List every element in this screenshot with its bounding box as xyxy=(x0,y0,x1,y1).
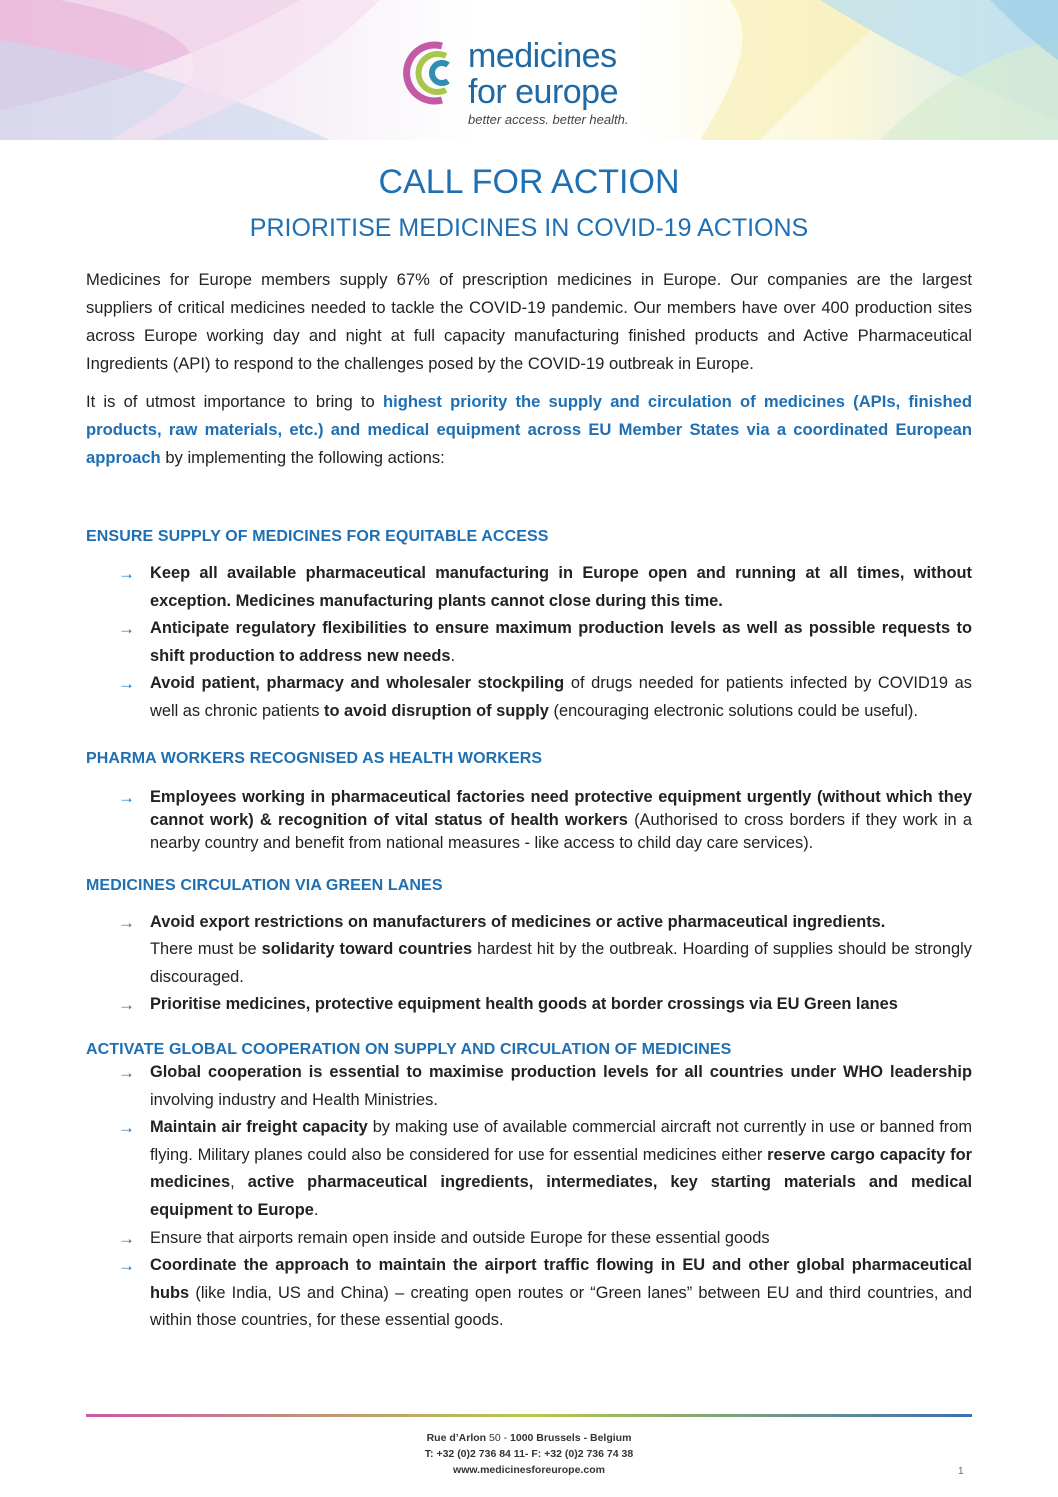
list-item: → Prioritise medicines, protective equipment health goods at border crossings via EU Green lanes xyxy=(86,991,972,1019)
list-item: → Avoid export restrictions on manufacturers of medicines or active pharmaceutical ingredients. There must be solidarity toward countries hardest hit by the outbreak. Hoarding of supplies should be strongly discouraged. xyxy=(86,909,972,992)
list-item: → Keep all available pharmaceutical manufacturing in Europe open and running at all times, without exception. Medicines manufacturing plants cannot close during this time. xyxy=(86,560,972,615)
page-subtitle: PRIORITISE MEDICINES IN COVID-19 ACTIONS xyxy=(249,214,809,242)
footer-address: Rue d’Arlon 50 - 1000 Brussels - Belgium xyxy=(426,1432,632,1444)
arrow-right-icon: → xyxy=(118,1228,135,1248)
list-item: → Ensure that airports remain open inside and outside Europe for these essential goods xyxy=(86,1225,972,1253)
list-item: → Anticipate regulatory flexibilities to ensure maximum production levels as well as possible requests to shift production to address new needs. xyxy=(86,615,972,670)
section-list-pharma-workers xyxy=(86,786,972,855)
list-item: → Employees working in pharmaceutical factories need protective equipment urgently (without which they cannot work) & recognition of vital status of health workers (Authorised to cross borders if they work in a nearby country and benefit from national measures - like access to child day care services). xyxy=(118,787,972,852)
arrow-right-icon: → xyxy=(118,1062,135,1082)
section-heading-pharma-workers: PHARMA WORKERS RECOGNISED AS HEALTH WORKERS xyxy=(86,749,543,767)
list-item: → Maintain air freight capacity by making use of available commercial aircraft not currently in use or banned from flying. Military planes could also be considered for use for essential medicines either reserve cargo capacity for medicines, active pharmaceutical ingredients, intermediates, key starting materials and medical equipment to Europe. xyxy=(86,1114,972,1224)
list-item: → Avoid patient, pharmacy and wholesaler stockpiling of drugs needed for patients infected by COVID19 as well as chronic patients to avoid disruption of supply (encouraging electronic solutions could be useful). xyxy=(86,670,972,725)
arrow-right-icon: → xyxy=(118,912,135,932)
header-banner xyxy=(0,0,1058,140)
arrow-right-icon: → xyxy=(118,1256,135,1276)
logo-mark-icon xyxy=(402,38,466,108)
section-heading-global-cooperation: ACTIVATE GLOBAL COOPERATION ON SUPPLY AND CIRCULATION OF MEDICINES xyxy=(86,1040,732,1058)
section-heading-supply: ENSURE SUPPLY OF MEDICINES FOR EQUITABLE ACCESS xyxy=(86,528,549,545)
logo-tagline: better access. better health. xyxy=(468,112,629,127)
logo-wordmark-line2: for europe xyxy=(468,73,618,111)
document-body xyxy=(86,266,972,1335)
list-item: → Coordinate the approach to maintain the airport traffic flowing in EU and other global pharmaceutical hubs (like India, US and China) – creating open routes or “Green lanes” between EU and third countries, and within those countries, for these essential goods. xyxy=(86,1252,972,1335)
footer xyxy=(0,1430,1058,1478)
arrow-right-icon: → xyxy=(118,619,135,639)
medicines-for-europe-logo xyxy=(402,38,652,130)
section-list-green-lanes xyxy=(86,909,972,1019)
section-list-supply xyxy=(86,560,972,726)
intro-paragraph-1: Medicines for Europe members supply 67% of prescription medicines in Europe. Our companies are the largest suppliers of critical medicines needed to tackle the COVID-19 pandemic. Our members have over 400 production sites across Europe working day and night at full capacity manufacturing finished products and Active Pharmaceutical Ingredients (API) to respond to the challenges posed by the COVID-19 outbreak in Europe. xyxy=(86,270,972,373)
arrow-right-icon: → xyxy=(118,674,135,694)
footer-divider xyxy=(86,1414,972,1417)
intro-p2-highlight: highest priority the supply and circulation of medicines (APIs, finished products, raw materials, etc.) and medical equipment across EU Member States via a coordinated European approach xyxy=(86,392,972,467)
footer-phone: T: +32 (0)2 736 84 11- F: +32 (0)2 736 74 38 xyxy=(424,1448,634,1460)
page-number: 1 xyxy=(958,1466,964,1477)
footer-website-link[interactable]: www.medicinesforeurope.com xyxy=(453,1464,605,1476)
page-title: CALL FOR ACTION xyxy=(378,163,680,201)
intro-p2-text-c: by implementing the following actions: xyxy=(160,448,445,467)
arrow-right-icon: → xyxy=(118,787,135,807)
section-heading-green-lanes: MEDICINES CIRCULATION VIA GREEN LANES xyxy=(86,876,443,894)
section-list-global-cooperation xyxy=(86,1059,972,1335)
intro-p2-text-a: It is of utmost importance to bring to xyxy=(86,392,383,411)
logo-wordmark-line1: medicines xyxy=(468,37,617,75)
list-item: → Global cooperation is essential to maximise production levels for all countries under WHO leadership involving industry and Health Ministries. xyxy=(86,1059,972,1114)
arrow-right-icon: → xyxy=(118,564,135,583)
arrow-right-icon: → xyxy=(118,995,135,1015)
intro-paragraph-2 xyxy=(86,388,972,472)
arrow-right-icon: → xyxy=(118,1118,135,1138)
